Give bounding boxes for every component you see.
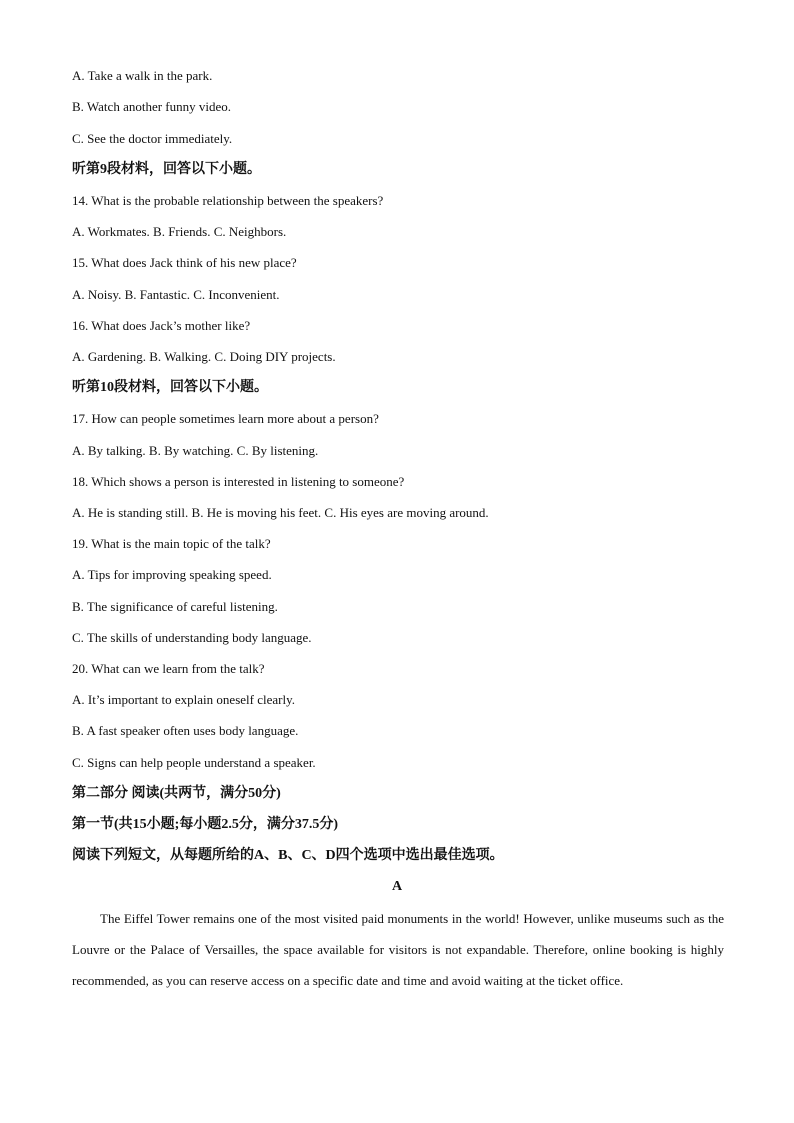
- section-heading-9: 听第9段材料，回答以下小题。: [72, 162, 261, 177]
- option-a-walk: A. Take a walk in the park.: [72, 68, 213, 83]
- question-15: 15. What does Jack think of his new place?: [72, 255, 297, 270]
- question-18: 18. Which shows a person is interested in listening to someone?: [72, 474, 405, 489]
- option-c-doctor: C. See the doctor immediately.: [72, 131, 233, 146]
- options-14: A. Workmates. B. Friends. C. Neighbors.: [72, 224, 287, 239]
- options-17: A. By talking. B. By watching. C. By listening.: [72, 443, 319, 458]
- option-20-c: C. Signs can help people understand a speaker.: [72, 755, 316, 770]
- question-20: 20. What can we learn from the talk?: [72, 661, 265, 676]
- options-16: A. Gardening. B. Walking. C. Doing DIY projects.: [72, 349, 336, 364]
- option-b-video: B. Watch another funny video.: [72, 99, 232, 114]
- option-20-b: B. A fast speaker often uses body language.: [72, 723, 299, 738]
- question-19: 19. What is the main topic of the talk?: [72, 536, 271, 551]
- option-19-c: C. The skills of understanding body language.: [72, 630, 312, 645]
- option-19-a: A. Tips for improving speaking speed.: [72, 567, 272, 582]
- question-16: 16. What does Jack’s mother like?: [72, 318, 251, 333]
- part-two-heading: 第二部分 阅读(共两节，满分50分): [72, 786, 281, 801]
- passage-text: The Eiffel Tower remains one of the most visited paid monuments in the world! However, unlike museums such as the Louvre or the Palace of Versailles, the space available for visitors is not expandable. Therefore, online booking is highly recommended, as you can reserve access on a specific date and time and avoid waiting at the ticket office.: [72, 911, 724, 988]
- section-one-heading: 第一节(共15小题;每小题2.5分，满分37.5分): [72, 817, 338, 832]
- option-20-a: A. It’s important to explain oneself clearly.: [72, 692, 295, 707]
- section-heading-10: 听第10段材料，回答以下小题。: [72, 380, 268, 395]
- options-15: A. Noisy. B. Fantastic. C. Inconvenient.: [72, 287, 280, 302]
- question-14: 14. What is the probable relationship between the speakers?: [72, 193, 384, 208]
- options-18: A. He is standing still. B. He is moving his feet. C. His eyes are moving around.: [72, 505, 489, 520]
- reading-instructions: 阅读下列短文，从每题所给的A、B、C、D四个选项中选出最佳选项。: [72, 848, 504, 863]
- option-19-b: B. The significance of careful listening.: [72, 599, 278, 614]
- passage-letter: A: [391, 879, 403, 894]
- question-17: 17. How can people sometimes learn more about a person?: [72, 411, 379, 426]
